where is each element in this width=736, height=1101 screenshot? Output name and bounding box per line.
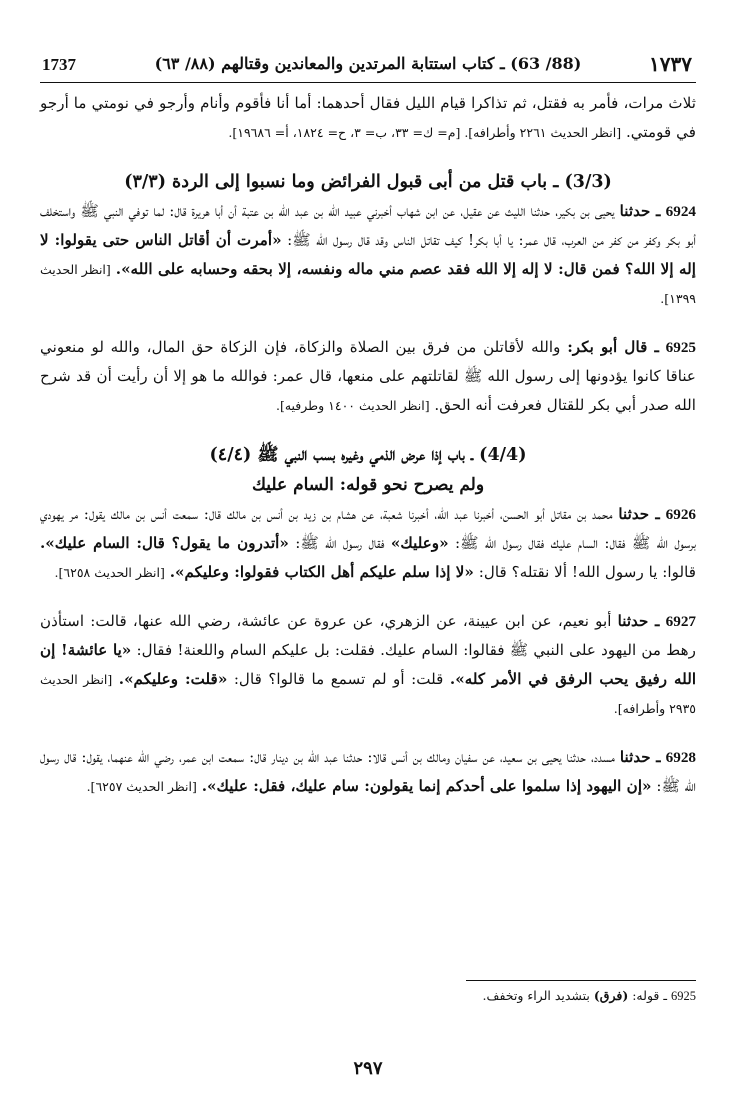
hadith-matn: «يا عائشة! إن الله رفيق يحب الرفق في الأمر كله». xyxy=(40,641,697,688)
hadith-opening: ـ حدثنا xyxy=(617,612,660,630)
running-header xyxy=(40,48,696,83)
hadith-isnad: مسدد، حدثنا يحيى بن سعيد، عن سفيان ومالك بن أنس قالا: حدثنا عبد الله بن دينار قال: سمعت ابن عمر، رضي الله عنهما، يقول: قال رسول الله ﷺ: xyxy=(40,748,696,795)
chapter-subheading-4: ولم يصرح نحو قوله: السام عليك xyxy=(251,475,485,495)
hadith-6928 xyxy=(40,743,696,801)
chapter-heading-3: (3/3) ـ باب قتل من أبى قبول الفرائض وما نسبوا إلى الردة (٣/٣) xyxy=(124,172,612,192)
hadith-matn: «قلت: وعليكم». xyxy=(118,670,228,688)
hadith-text: فقال رسول الله ﷺ: xyxy=(295,534,385,552)
main-text xyxy=(40,89,696,801)
hadith-reference: [انظر الحديث ٦٢٥٨]. xyxy=(54,565,165,580)
page xyxy=(40,48,696,801)
hadith-number: 6928 xyxy=(665,749,696,766)
hadith-matn: «أمرت أن أقاتل الناس حتى يقولوا: لا إله إلا الله؟ فمن قال: لا إله إلا الله فقد عصم مني ماله ونفسه، إلا بحقه وحسابه على الله». xyxy=(40,231,697,278)
page-number-arabic: ١٧٣٧ xyxy=(649,52,692,76)
hadith-6927 xyxy=(40,607,696,723)
hadith-number: 6925 xyxy=(665,339,697,356)
footnote-number: 6925 xyxy=(671,989,696,1003)
hadith-matn: «إن اليهود إذا سلموا على أحدكم إنما يقولون: سام عليك، فقل: عليك». xyxy=(201,777,652,795)
hadith-text: قالوا: يا رسول الله! ألا نقتله؟ قال: xyxy=(478,563,696,581)
footnote-lead: ـ قوله: xyxy=(632,988,668,1003)
hadith-opening: ـ حدثنا xyxy=(619,748,661,766)
hadith-matn: «وعليك» xyxy=(390,534,449,552)
hadith-isnad: أبو نعيم، عن ابن عيينة، عن الزهري، عن عروة عن عائشة، رضي الله عنها، قالت: استأذن رهط من اليهود على النبي ﷺ فقالوا: السام عليك. فقلت: بل عليكم السام واللعنة! فقال: xyxy=(40,612,697,659)
hadith-reference: [انظر الحديث ٢٩٣٥ وأطرافه]. xyxy=(40,672,696,716)
hadith-6925 xyxy=(40,333,696,420)
hadith-number: 6927 xyxy=(665,613,697,630)
chapter-heading-4: (4/4) ـ باب إذا عرض الذمي وغيره بسب النبي ﷺ (٤/٤) xyxy=(209,445,527,465)
page-number-latin: 1737 xyxy=(42,55,76,74)
hadith-opening: ـ حدثنا xyxy=(618,505,660,523)
hadith-matn: «أتدرون ما يقول؟ قال: السام عليك». xyxy=(40,534,289,552)
footnotes xyxy=(40,980,696,1007)
hadith-text: قلت: أو لم تسمع ما قالوا؟ قال: xyxy=(233,670,444,688)
intro-reference: [انظر الحديث ٢٢٦١ وأطرافه]. [م= ك= ٣٣، ب= ٣، ح= ١٨٢٤، أ= ١٩٦٨٦]. xyxy=(228,125,622,140)
hadith-isnad: محمد بن مقاتل أبو الحسن، أخبرنا عبد الله، أخبرنا شعبة، عن هشام بن زيد بن أنس بن مالك قال: سمعت أنس بن مالك يقول: مر يهودي برسول الله ﷺ فقال: السام عليك فقال رسول الله ﷺ: xyxy=(40,505,697,552)
hadith-number: 6924 xyxy=(665,203,696,220)
footnote-divider xyxy=(466,980,696,981)
hadith-text: والله لأقاتلن من فرق بين الصلاة والزكاة، فإن الزكاة حق المال، والله لو منعوني عناقا كانوا يؤدونها إلى رسول الله ﷺ لقاتلتهم على منعها، قال عمر: فوالله ما هو إلا أن رأيت أن قد شرح الله صدر أبي بكر للقتال فعرفت أنه الحق. xyxy=(40,338,696,414)
intro-text: ثلاث مرات، فأمر به فقتل، ثم تذاكرا قيام الليل فقال أحدهما: أما أنا فأقوم وأنام وأرجو في نومتي ما أرجو في قومتي. xyxy=(40,94,696,141)
hadith-6926 xyxy=(40,500,696,587)
footnote xyxy=(40,985,696,1007)
footnote-word: (فرق) xyxy=(593,988,629,1003)
hadith-6924 xyxy=(40,197,696,313)
intro-paragraph xyxy=(40,89,696,147)
hadith-number: 6926 xyxy=(665,506,696,523)
hadith-reference: [انظر الحديث ١٤٠٠ وطرفيه]. xyxy=(275,398,430,413)
bottom-page-number: ٢٩٧ xyxy=(353,1058,383,1079)
running-title: (88/ 63) ـ كتاب استتابة المرتدين والمعاندين وقتالهم (٨٨/ ٦٣) xyxy=(154,54,582,73)
hadith-opening: ـ قال أبو بكر: xyxy=(567,338,659,356)
hadith-isnad: يحيى بن بكير، حدثنا الليث عن عقيل، عن ابن شهاب أخبرني عبيد الله بن عبد الله بن عتبة أن أبا هريرة قال: لما توفي النبي ﷺ واستخلف أبو بكر وكفر من كفر من العرب، قال عمر: يا أبا بكر! كيف تقاتل الناس وقد قال رسول الله ﷺ: xyxy=(40,202,697,249)
hadith-opening: ـ حدثنا xyxy=(619,202,661,220)
footnote-text: بتشديد الراء وتخفف. xyxy=(482,988,590,1003)
hadith-reference: [انظر الحديث ٦٢٥٧]. xyxy=(86,779,197,794)
hadith-reference: [انظر الحديث ١٣٩٩]. xyxy=(40,262,696,306)
hadith-matn: «لا إذا سلم عليكم أهل الكتاب فقولوا: وعليكم». xyxy=(169,563,474,581)
